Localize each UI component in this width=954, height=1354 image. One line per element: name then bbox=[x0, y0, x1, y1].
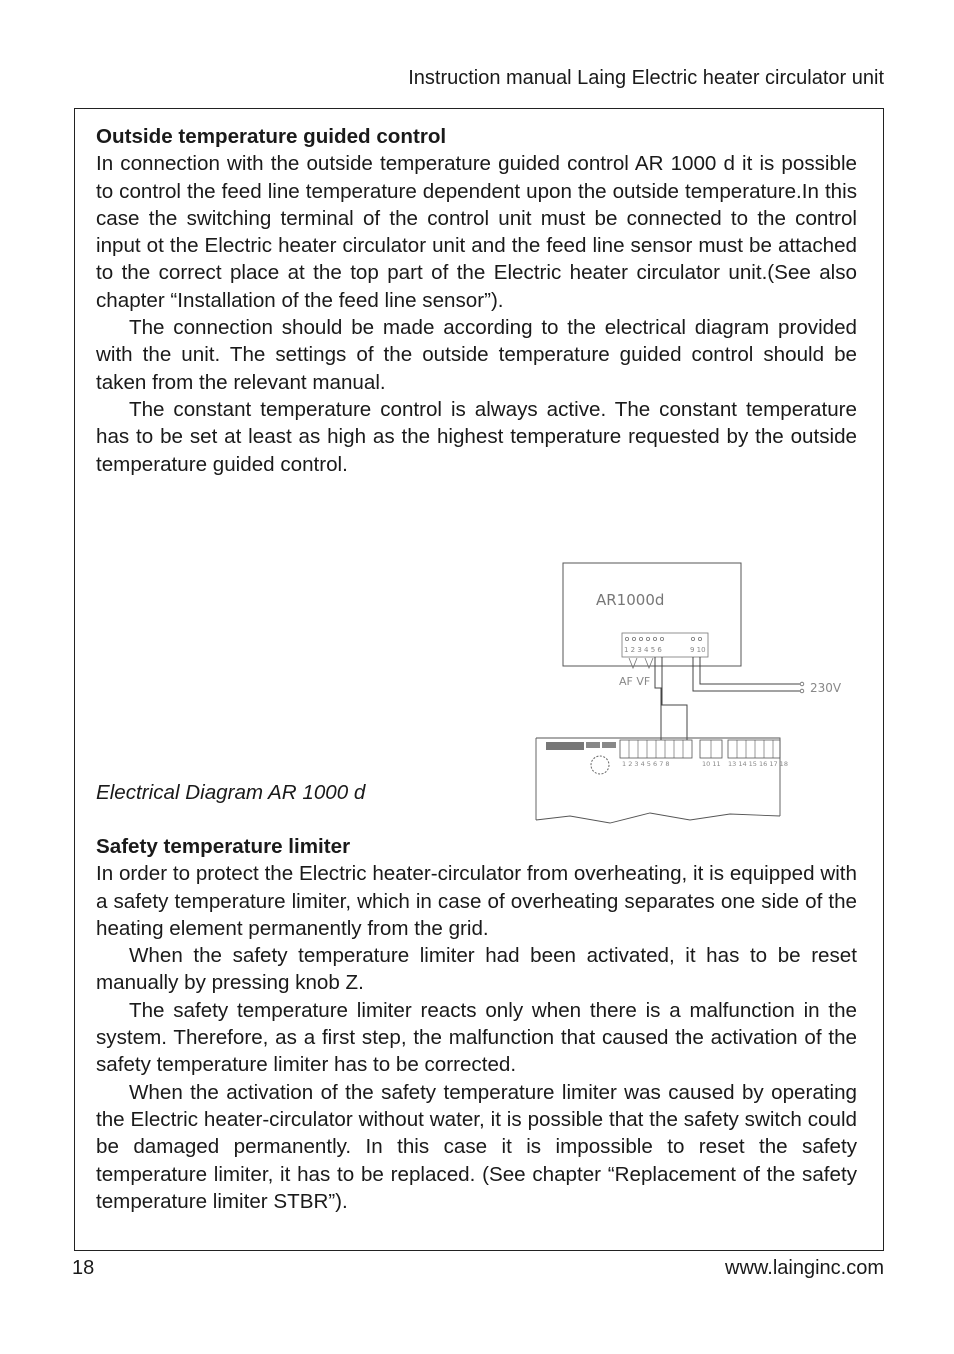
running-header: Instruction manual Laing Electric heater circulator unit bbox=[408, 67, 884, 89]
unit-terminal-strip bbox=[620, 740, 780, 758]
unit-terminal-separators bbox=[629, 740, 773, 758]
sensor-labels: AF VF bbox=[619, 675, 651, 688]
controller-label: AR1000d bbox=[596, 591, 665, 609]
supply-terminals bbox=[800, 682, 804, 693]
paragraph: The safety temperature limiter reacts only when there is a malfunction in the system. Therefore, as a first step, the malfunction that caused the activation of the safety temperature limiter has to be corrected. bbox=[96, 998, 857, 1077]
controller-terminal-dots bbox=[625, 637, 701, 640]
unit-dial bbox=[591, 756, 609, 774]
unit-terminal-numbers: 1 2 3 4 5 6 7 8 bbox=[622, 760, 670, 768]
control-wires bbox=[655, 657, 687, 740]
diagram-caption: Electrical Diagram AR 1000 d bbox=[96, 781, 366, 804]
controller-terminal-numbers-right: 9 10 bbox=[690, 646, 706, 654]
paragraph: The constant temperature control is always active. The constant temperature has to be set at least as high as the highest temperature requested by the outside temperature guided control. bbox=[96, 397, 857, 476]
controller-terminal-numbers: 1 2 3 4 5 6 bbox=[624, 646, 662, 654]
paragraph: The connection should be made according to the electrical diagram provided with the unit. The settings of the outside temperature guided control should be taken from the relevant manual. bbox=[96, 316, 857, 394]
electrical-diagram bbox=[530, 558, 870, 830]
paragraph: When the activation of the safety temperature limiter was caused by operating the Electric heater-circulator without water, it is possible that the safety switch could be damaged permanently. In this case it is impossible to reset the safety temperature limiter, it has to be replaced. (See chapter “Replacement of the safety temperature limiter STBR”). bbox=[96, 1080, 857, 1213]
unit-terminal-numbers: 13 14 15 16 17 18 bbox=[728, 760, 788, 768]
section-heading: Outside temperature guided control bbox=[96, 125, 447, 148]
unit-housing bbox=[536, 738, 780, 823]
paragraph: When the safety temperature limiter had been activated, it has to be reset manually by pressing knob Z. bbox=[96, 944, 857, 995]
paragraph: In order to protect the Electric heater-circulator from overheating, it is equipped with a safety temperature limiter, which in case of overheating separates one side of the heating element permanently from the grid. bbox=[96, 862, 857, 940]
paragraph: In connection with the outside temperature guided control AR 1000 d it is possible to control the feed line temperature dependent upon the outside temperature.In this case the switching terminal of the control unit must be connected to the control input ot the Electric heater circulator unit and the feed line sensor must be attached to the correct place at the top part of the Electric heater circulator unit.(See also chapter “Installation of the feed line sensor”). bbox=[96, 152, 857, 312]
section-safety-temperature-limiter bbox=[96, 833, 857, 1215]
section-outside-temperature-control bbox=[96, 123, 857, 478]
unit-connectors bbox=[546, 742, 616, 750]
section-heading: Safety temperature limiter bbox=[96, 835, 351, 858]
page-number: 18 bbox=[72, 1257, 95, 1279]
unit-terminal-numbers: 10 11 bbox=[702, 760, 721, 768]
supply-wires bbox=[693, 657, 800, 691]
supply-label: 230V bbox=[810, 681, 842, 695]
website-link[interactable]: www.lainginc.com bbox=[725, 1257, 884, 1279]
